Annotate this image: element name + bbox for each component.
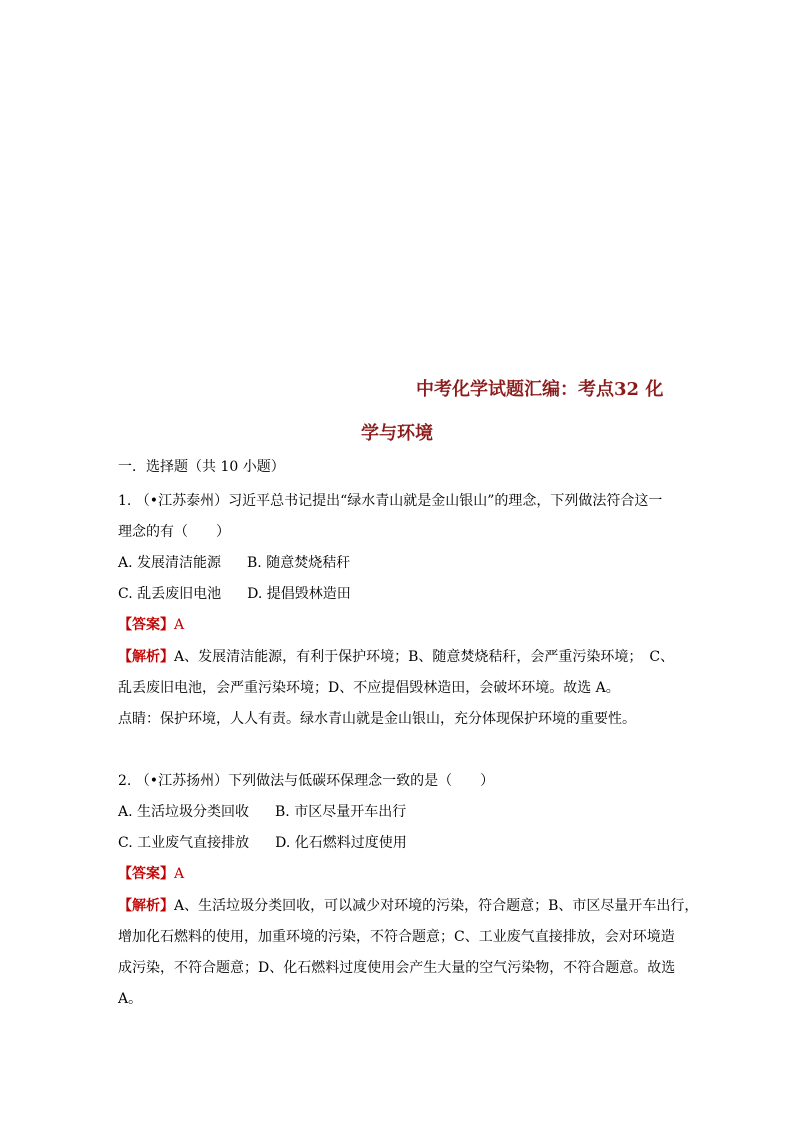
q1-options-ab bbox=[118, 552, 350, 572]
q2-option-b: B. 市区尽量开车出行 bbox=[275, 804, 407, 820]
section-heading: 一．选择题（共 10 小题） bbox=[118, 459, 285, 475]
q2-analysis-tag: 【解析】 bbox=[118, 898, 174, 914]
q1-option-d: D. 提倡毁林造田 bbox=[247, 586, 351, 602]
q2-option-d: D. 化石燃料过度使用 bbox=[275, 835, 407, 851]
q1-analysis-line-1 bbox=[118, 646, 674, 666]
q1-stem-line-1: 1. （•江苏泰州）习近平总书记提出“绿水青山就是金山银山”的理念，下列做法符合这一 bbox=[118, 493, 663, 509]
q2-analysis-text-1: A、生活垃圾分类回收，可以减少对环境的污染，符合题意；B、市区尽量开车出行， bbox=[174, 898, 699, 914]
q1-answer-value: A bbox=[174, 617, 185, 633]
q2-options-ab bbox=[118, 801, 406, 821]
title-line-2: 学与环境 bbox=[361, 423, 433, 444]
q2-answer bbox=[118, 863, 184, 883]
q2-answer-value: A bbox=[174, 866, 185, 882]
q1-option-c: C. 乱丢废旧电池 bbox=[118, 586, 222, 602]
q2-option-c: C. 工业废气直接排放 bbox=[118, 835, 250, 851]
q2-analysis-line-3: 成污染，不符合题意；D、化石燃料过度使用会产生大量的空气污染物，不符合题意。故选 bbox=[118, 960, 676, 976]
q1-options-cd bbox=[118, 583, 351, 603]
q1-stem-line-2: 理念的有（ ） bbox=[118, 524, 230, 540]
q1-answer bbox=[118, 614, 184, 634]
q1-option-a: A. 发展清洁能源 bbox=[118, 555, 222, 571]
q2-stem-line-1: 2. （•江苏扬州）下列做法与低碳环保理念一致的是（ ） bbox=[118, 773, 495, 789]
q2-analysis-line-1 bbox=[118, 895, 698, 915]
q2-option-a: A. 生活垃圾分类回收 bbox=[118, 804, 250, 820]
q2-answer-tag: 【答案】 bbox=[118, 866, 174, 882]
q1-analysis-tag: 【解析】 bbox=[118, 649, 174, 665]
q1-answer-tag: 【答案】 bbox=[118, 617, 174, 633]
q2-analysis-line-2: 增加化石燃料的使用，加重环境的污染，不符合题意；C、工业废气直接排放，会对环境造 bbox=[118, 929, 675, 945]
q2-options-cd bbox=[118, 832, 407, 852]
q1-analysis-line-2: 乱丢废旧电池，会严重污染环境；D、不应提倡毁林造田，会破坏环境。故选 A。 bbox=[118, 680, 620, 696]
q1-note: 点睛：保护环境，人人有责。绿水青山就是金山银山，充分体现保护环境的重要性。 bbox=[118, 711, 636, 727]
title-line-1: 中考化学试题汇编：考点32 化 bbox=[416, 379, 664, 400]
q2-analysis-line-4: A。 bbox=[118, 991, 143, 1007]
q1-analysis-text-1: A、发展清洁能源，有利于保护环境；B、随意焚烧秸秆，会严重污染环境； C、 bbox=[174, 649, 675, 665]
q1-option-b: B. 随意焚烧秸秆 bbox=[247, 555, 351, 571]
